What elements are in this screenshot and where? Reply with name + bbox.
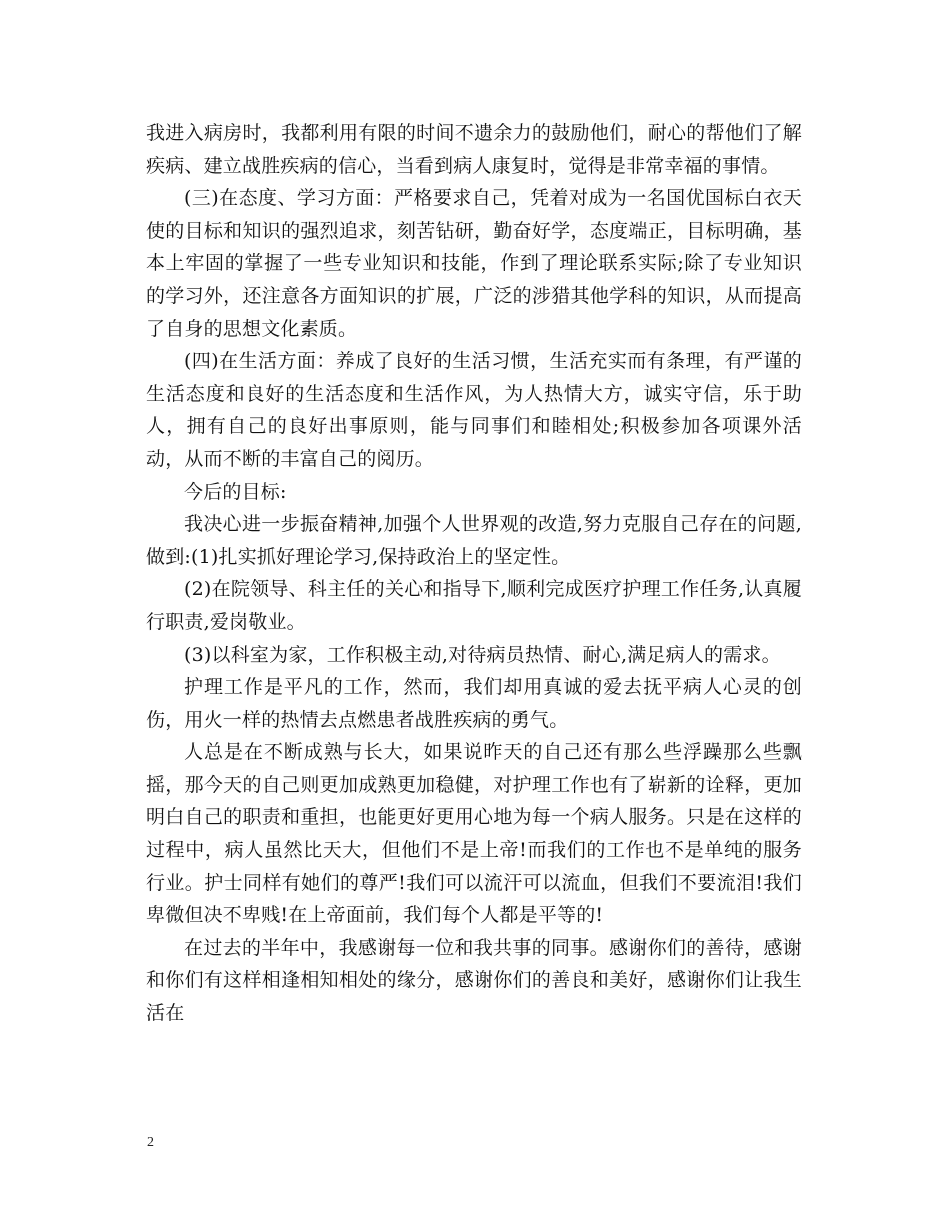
paragraph-2: (三)在态度、学习方面：严格要求自己，凭着对成为一名国优国标白衣天使的目标和知识的强烈追求，刻苦钻研，勤奋好学，态度端正，目标明确，基本上牢固的掌握了一些专业知识和技能，作到了理论联系实际;除了专业知识的学习外，还注意各方面知识的扩展，广泛的涉猎其他学科的知识，从而提高了自身的思想文化素质。 bbox=[146, 187, 802, 340]
paragraph-8: 护理工作是平凡的工作，然而，我们却用真诚的爱去抚平病人心灵的创伤，用火一样的热情去点燃患者战胜疾病的勇气。 bbox=[146, 676, 802, 731]
paragraph-10: 在过去的半年中，我感谢每一位和我共事的同事。感谢你们的善待，感谢和你们有这样相逢相知相处的缘分，感谢你们的善良和美好，感谢你们让我生活在 bbox=[146, 936, 802, 1025]
paragraph-7: (3)以科室为家，工作积极主动,对待病员热情、耐心,满足病人的需求。 bbox=[184, 643, 781, 666]
paragraph-5: 我决心进一步振奋精神,加强个人世界观的改造,努力克服自己存在的问题,做到:(1)扎实抓好理论学习,保持政治上的坚定性。 bbox=[146, 513, 802, 568]
paragraph-3: (四)在生活方面：养成了良好的生活习惯，生活充实而有条理，有严谨的生活态度和良好的生活态度和生活作风，为人热情大方，诚实守信，乐于助人，拥有自己的良好出事原则，能与同事们和睦相处;积极参加各项课外活动，从而不断的丰富自己的阅历。 bbox=[146, 350, 802, 470]
paragraph-1: 我进入病房时，我都利用有限的时间不遗余力的鼓励他们，耐心的帮他们了解疾病、建立战胜疾病的信心，当看到病人康复时，觉得是非常幸福的事情。 bbox=[146, 122, 802, 177]
body-text bbox=[146, 117, 802, 1030]
paragraph-6: (2)在院领导、科主任的关心和指导下,顺利完成医疗护理工作任务,认真履行职责,爱岗敬业。 bbox=[146, 578, 802, 633]
paragraph-4: 今后的目标: bbox=[184, 480, 287, 503]
paragraph-9: 人总是在不断成熟与长大，如果说昨天的自己还有那么些浮躁那么些飘摇，那今天的自己则更加成熟更加稳健，对护理工作也有了崭新的诠释，更加明白自己的职责和重担，也能更好更用心地为每一个病人服务。只是在这样的过程中，病人虽然比天大，但他们不是上帝!而我们的工作也不是单纯的服务行业。护士同样有她们的尊严!我们可以流汗可以流血，但我们不要流泪!我们卑微但决不卑贱!在上帝面前，我们每个人都是平等的! bbox=[146, 741, 802, 927]
page-number: 2 bbox=[147, 1135, 154, 1150]
